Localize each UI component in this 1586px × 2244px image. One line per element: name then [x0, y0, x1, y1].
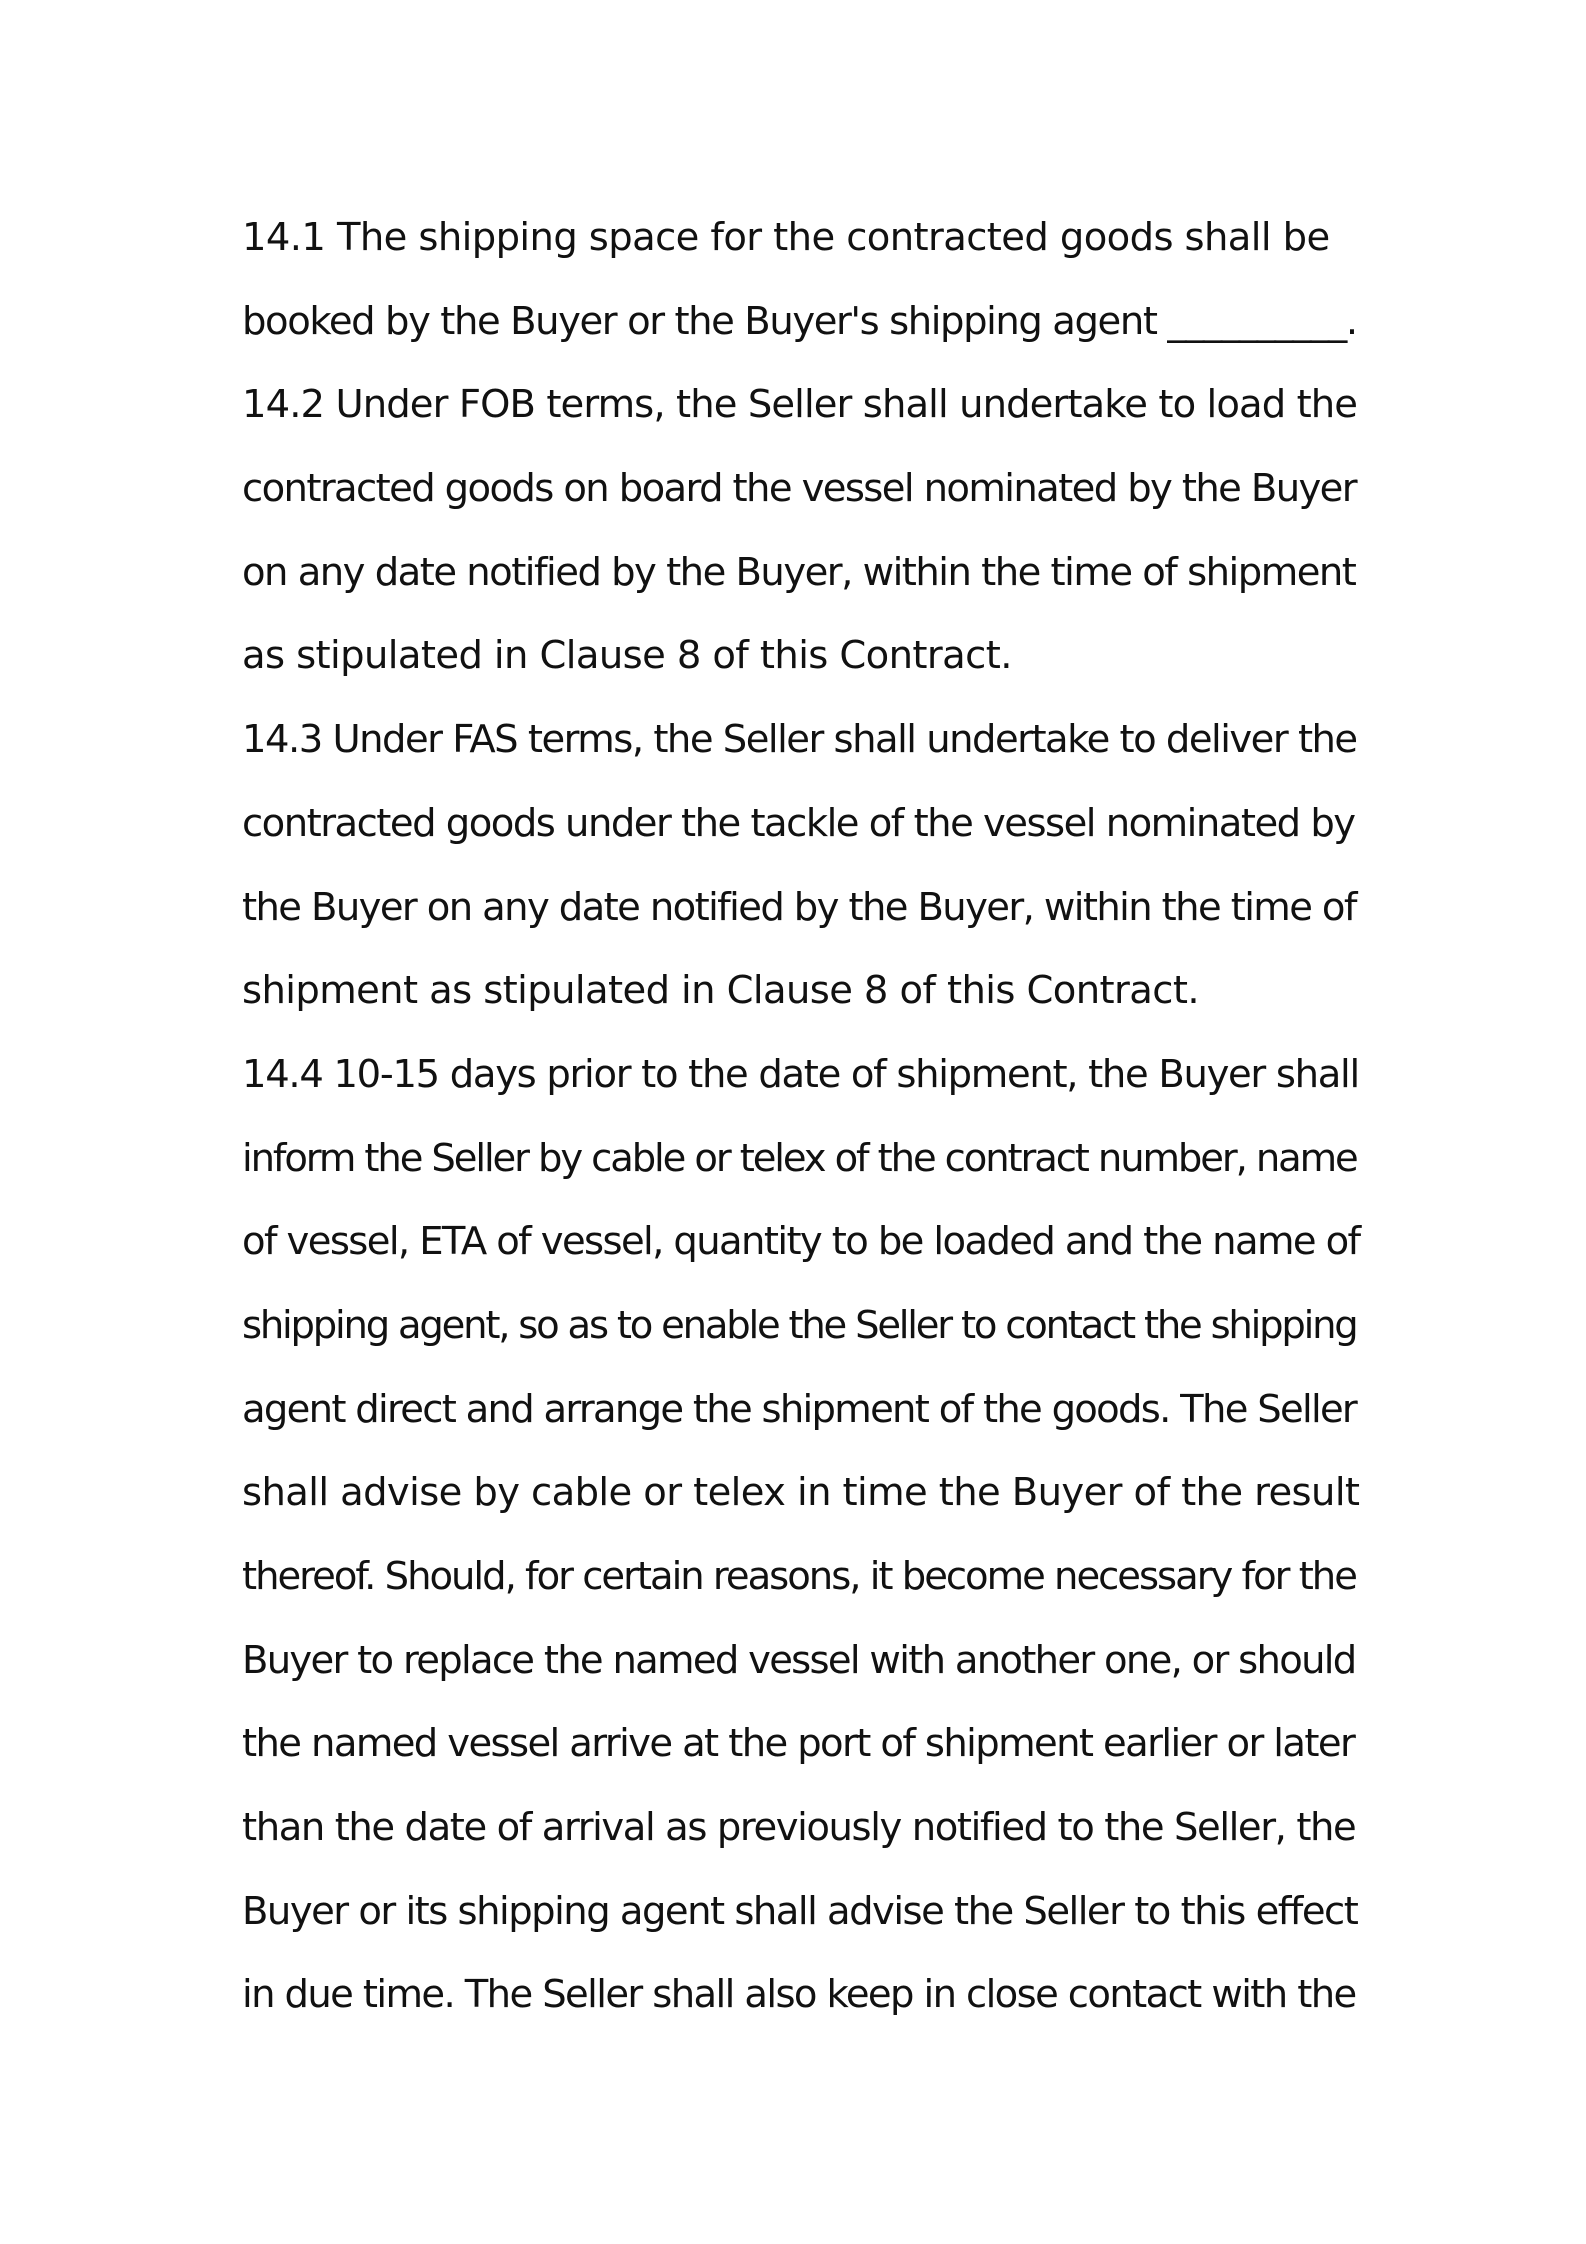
- text-line: 14.3 Under FAS terms, the Seller shall undertake to deliver the: [242, 717, 1357, 763]
- text-line: shall advise by cable or telex in time the Buyer of the result: [242, 1470, 1360, 1516]
- text-line: the named vessel arrive at the port of shipment earlier or later: [242, 1721, 1355, 1767]
- text-line: 14.1 The shipping space for the contracted goods shall be: [242, 215, 1330, 260]
- text-line: the Buyer on any date notified by the Buyer, within the time of: [242, 884, 1356, 930]
- text-line: thereof. Should, for certain reasons, it become necessary for the: [242, 1554, 1356, 1599]
- text-line: in due time. The Seller shall also keep in close contact with the: [242, 1972, 1356, 2018]
- contract-clause-14-text: [242, 196, 1360, 2037]
- text-line: booked by the Buyer or the Buyer's shipping agent __________.: [242, 298, 1357, 344]
- text-line: 14.4 10-15 days prior to the date of shipment, the Buyer shall: [242, 1051, 1359, 1097]
- text-line: inform the Seller by cable or telex of the contract number, name: [242, 1135, 1357, 1181]
- text-line: contracted goods under the tackle of the vessel nominated by: [242, 800, 1355, 846]
- text-line: of vessel, ETA of vessel, quantity to be loaded and the name of: [242, 1219, 1360, 1265]
- text-line: than the date of arrival as previously notified to the Seller, the: [242, 1805, 1356, 1851]
- text-line: shipping agent, so as to enable the Seller to contact the shipping: [242, 1302, 1357, 1348]
- text-line: shipment as stipulated in Clause 8 of this Contract.: [242, 968, 1199, 1014]
- text-line: 14.2 Under FOB terms, the Seller shall undertake to load the: [242, 382, 1358, 428]
- text-line: contracted goods on board the vessel nominated by the Buyer: [242, 466, 1356, 512]
- text-line: on any date notified by the Buyer, within the time of shipment: [242, 549, 1356, 595]
- text-line: Buyer to replace the named vessel with another one, or should: [242, 1637, 1356, 1683]
- text-line: as stipulated in Clause 8 of this Contract.: [242, 633, 1012, 679]
- text-line: agent direct and arrange the shipment of the goods. The Seller: [242, 1386, 1357, 1432]
- text-line: Buyer or its shipping agent shall advise the Seller to this effect: [242, 1888, 1358, 1934]
